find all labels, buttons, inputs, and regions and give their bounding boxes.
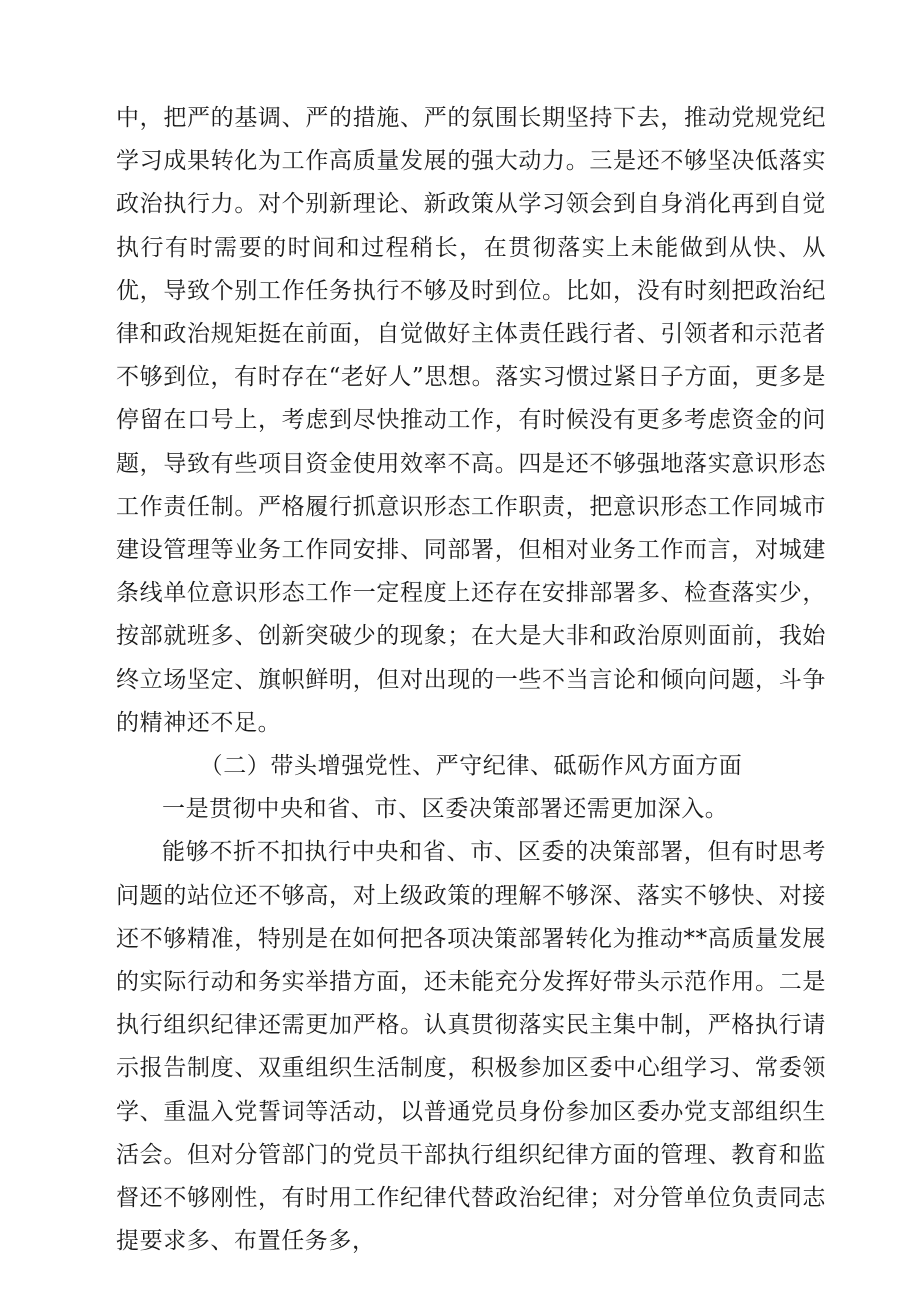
document-body xyxy=(116,97,826,1263)
paragraph-body: 能够不折不扣执行中央和省、市、区委的决策部署，但有时思考问题的站位还不够高，对上级政策的理解不够深、落实不够快、对接还不够精准，特别是在如何把各项决策部署转化为推动**高质量发展的实际行动和务实举措方面，还未能充分发挥好带头示范作用。二是执行组织纪律还需更加严格。认真贯彻落实民主集中制，严格执行请示报告制度、双重组织生活制度，积极参加区委中心组学习、常委领学、重温入党誓词等活动，以普通党员身份参加区委办党支部组织生活会。但对分管部门的党员干部执行组织纪律方面的管理、教育和监督还不够刚性，有时用工作纪律代替政治纪律；对分管单位负责同志提要求多、布置任务多， xyxy=(116,839,826,1255)
paragraph-continuation: 中，把严的基调、严的措施、严的氛围长期坚持下去，推动党规党纪学习成果转化为工作高质量发展的强大动力。三是还不够坚决低落实政治执行力。对个别新理论、新政策从学习领会到自身消化再到自觉执行有时需要的时间和过程稍长，在贯彻落实上未能做到从快、从优，导致个别工作任务执行不够及时到位。比如，没有时刻把政治纪律和政治规矩挺在前面，自觉做好主体责任践行者、引领者和示范者不够到位，有时存在“老好人”思想。落实习惯过紧日子方面，更多是停留在口号上，考虑到尽快推动工作，有时候没有更多考虑资金的问题，导致有些项目资金使用效率不高。四是还不够强地落实意识形态工作责任制。严格履行抓意识形态工作职责，把意识形态工作同城市建设管理等业务工作同安排、同部署，但相对业务工作而言，对城建条线单位意识形态工作一定程度上还存在安排部署多、检查落实少，按部就班多、创新突破少的现象；在大是大非和政治原则面前，我始终立场坚定、旗帜鲜明，但对出现的一些不当言论和倾向问题，斗争的精神还不足。 xyxy=(116,105,826,736)
section-heading: （二）带头增强党性、严守纪律、砥砺作风方面方面 xyxy=(199,753,743,780)
subsection-heading: 一是贯彻中央和省、市、区委决策部署还需更加深入。 xyxy=(162,796,729,823)
